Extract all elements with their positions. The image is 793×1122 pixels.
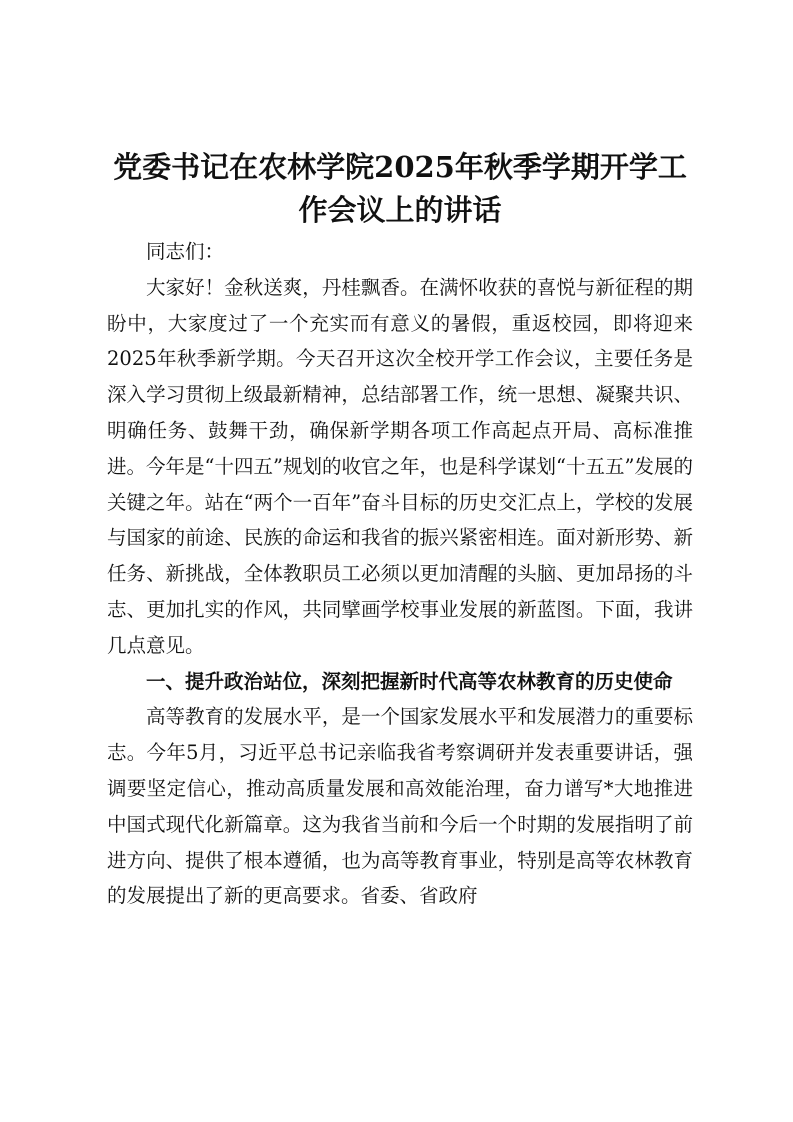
salutation: 同志们： [146, 240, 225, 263]
document-title: 党委书记在农林学院2025年秋季学期开学工作会议上的讲话 [113, 150, 687, 227]
paragraph-section-1: 高等教育的发展水平，是一个国家发展水平和发展潜力的重要标志。今年5月，习近平总书记亲临我省考察调研并发表重要讲话，强调要坚定信心，推动高质量发展和高效能治理，奋力谱写*大地推进中国式现代化新篇章。这为我省当前和今后一个时期的发展指明了前进方向、提供了根本遵循，也为高等教育事业，特别是高等农林教育的发展提出了新的更高要求。省委、省政府 [107, 705, 693, 908]
paragraph-opening: 大家好！金秋送爽，丹桂飘香。在满怀收获的喜悦与新征程的期盼中，大家度过了一个充实而有意义的暑假，重返校园，即将迎来2025年秋季新学期。今天召开这次全校开学工作会议，主要任务是深入学习贯彻上级最新精神，总结部署工作，统一思想、凝聚共识、明确任务、鼓舞干劲，确保新学期各项工作高起点开局、高标准推进。今年是“十四五”规划的收官之年，也是科学谋划“十五五”发展的关键之年。站在“两个一百年”奋斗目标的历史交汇点上，学校的发展与国家的前途、民族的命运和我省的振兴紧密相连。面对新形势、新任务、新挑战，全体教职员工必须以更加清醒的头脑、更加昂扬的斗志、更加扎实的作风，共同擘画学校事业发展的新蓝图。下面，我讲几点意见。 [107, 275, 693, 657]
document-content [107, 146, 693, 914]
section-heading-1: 一、提升政治站位，深刻把握新时代高等农林教育的历史使命 [146, 669, 673, 693]
